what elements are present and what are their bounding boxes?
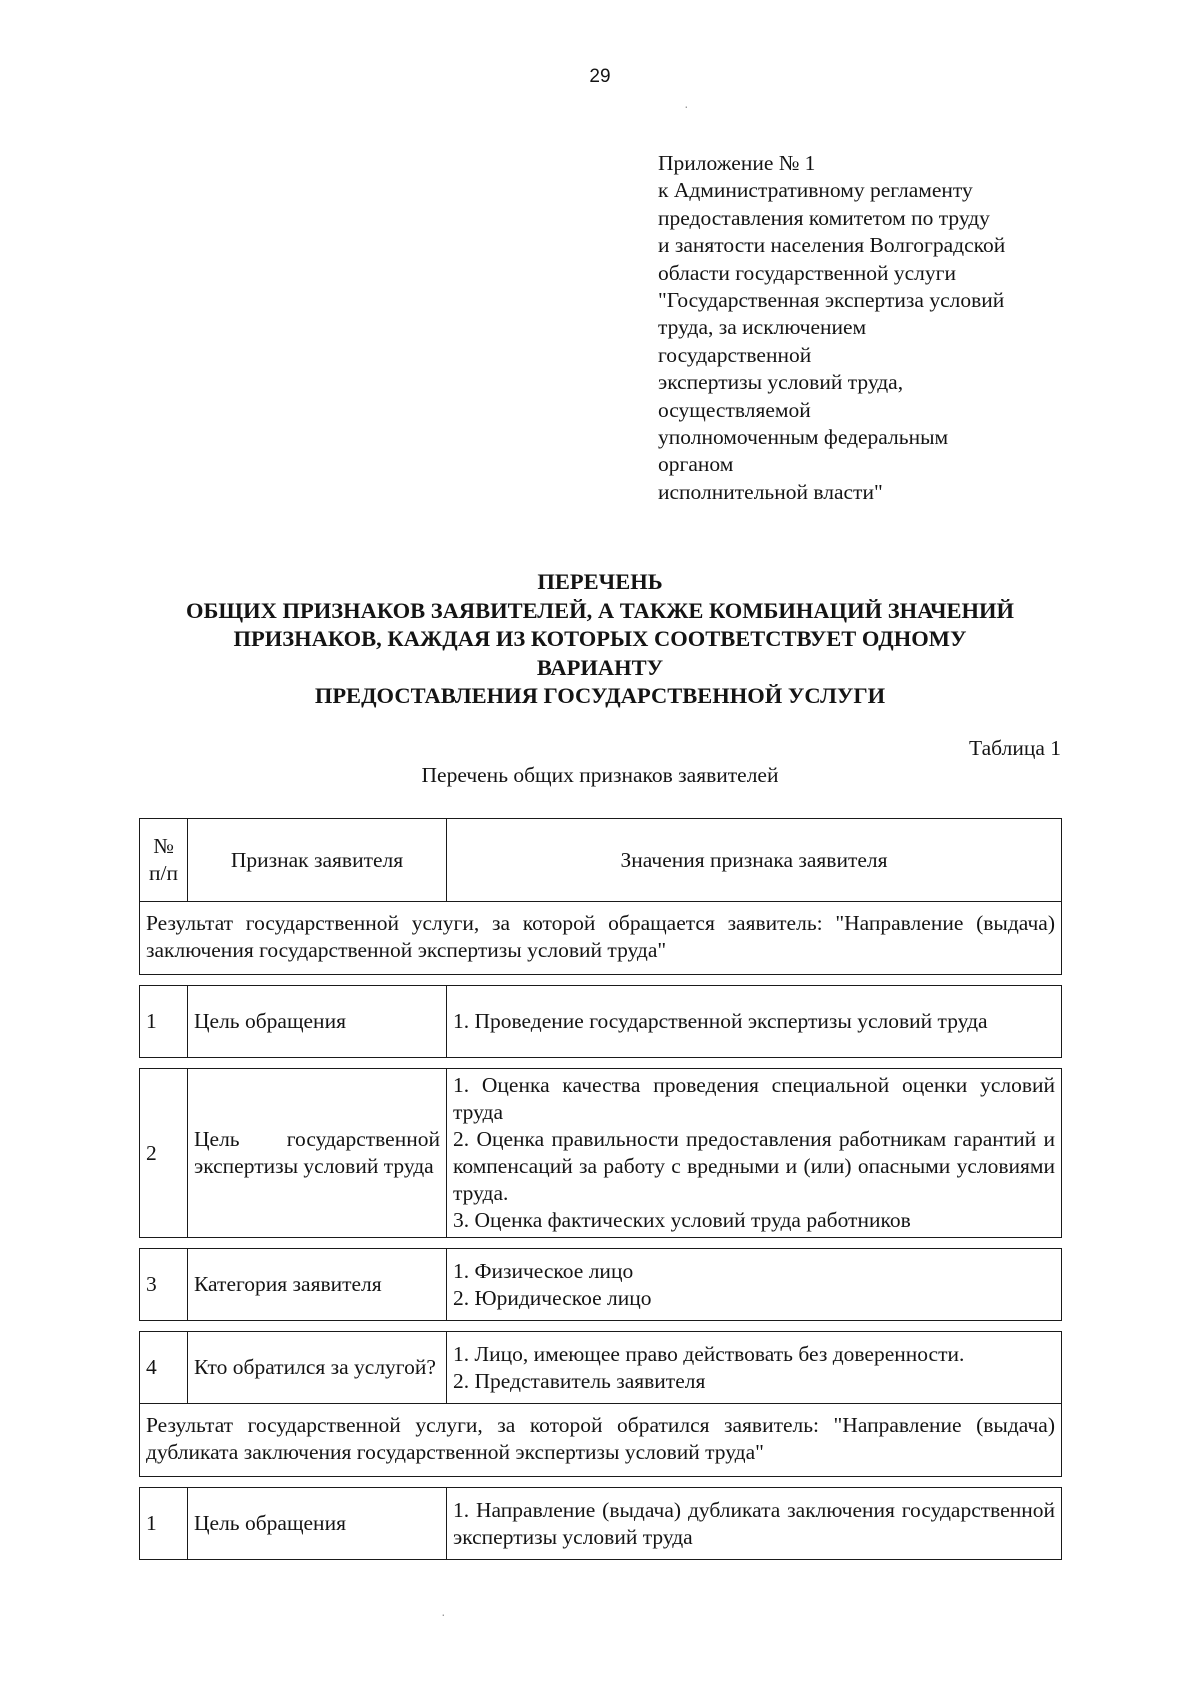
appendix-line: к Административному регламенту <box>658 178 973 203</box>
section-title: Результат государственной услуги, за которой обратился заявитель: "Направление (выдача) дубликата заключения государственной экспертизы условий труда" <box>140 1404 1062 1477</box>
row-values <box>447 1249 1062 1321</box>
row-values <box>447 986 1062 1058</box>
row-attribute: Категория заявителя <box>188 1249 447 1321</box>
spacer-cell <box>140 1321 1062 1332</box>
row-value: 2. Представитель заявителя <box>453 1368 706 1393</box>
header-num <box>140 819 188 902</box>
table-row <box>140 1332 1062 1404</box>
section-title: Результат государственной услуги, за которой обращается заявитель: "Направление (выдача) заключения государственной экспертизы условий труда" <box>140 902 1062 975</box>
row-num: 1 <box>140 986 188 1058</box>
row-num: 2 <box>140 1069 188 1238</box>
row-value: 1. Оценка качества проведения специальной оценки условий труда <box>453 1073 1055 1124</box>
scan-speck: · <box>441 1606 446 1622</box>
spacer-cell <box>140 1058 1062 1069</box>
title-line: ВАРИАНТУ <box>536 654 664 680</box>
title-line: ПРИЗНАКОВ, КАЖДАЯ ИЗ КОТОРЫХ СООТВЕТСТВУЕТ ОДНОМУ <box>233 626 967 651</box>
table-row <box>140 1069 1062 1238</box>
appendix-line: уполномоченным федеральным <box>658 425 949 450</box>
row-values <box>447 1332 1062 1404</box>
table-number-label: Таблица 1 <box>969 736 1061 760</box>
title-line: ПРЕДОСТАВЛЕНИЯ ГОСУДАРСТВЕННОЙ УСЛУГИ <box>314 683 886 708</box>
appendix-line: осуществляемой <box>658 397 811 422</box>
row-value: 2. Оценка правильности предоставления работникам гарантий и компенсаций за работу с вредными и (или) опасными условиями труда. <box>453 1127 1055 1205</box>
row-values <box>447 1488 1062 1560</box>
document-title <box>100 568 1100 711</box>
table-row <box>140 986 1062 1058</box>
header-num-line: № <box>153 834 174 858</box>
row-value: 2. Юридическое лицо <box>453 1285 652 1310</box>
header-num-line: п/п <box>149 861 178 885</box>
spacer-cell <box>140 1238 1062 1249</box>
appendix-line: области государственной услуги <box>658 260 956 285</box>
appendix-line: органом <box>658 452 734 477</box>
row-values <box>447 1069 1062 1238</box>
row-value: 1. Направление (выдача) дубликата заключения государственной экспертизы условий труда <box>453 1497 1055 1549</box>
appendix-line: экспертизы условий труда, <box>658 370 904 395</box>
appendix-line: предоставления комитетом по труду <box>658 205 990 230</box>
row-num: 4 <box>140 1332 188 1404</box>
spacer-row <box>140 1058 1062 1069</box>
appendix-line: и занятости населения Волгоградской <box>658 233 1006 258</box>
appendix-line: труда, за исключением <box>658 315 867 340</box>
spacer-row <box>140 1238 1062 1249</box>
table-row <box>140 1249 1062 1321</box>
spacer-row <box>140 1321 1062 1332</box>
table-row <box>140 1488 1062 1560</box>
appendix-line: государственной <box>658 342 812 367</box>
appendix-line: Приложение № 1 <box>658 151 816 175</box>
row-value: 3. Оценка фактических условий труда работников <box>453 1208 911 1232</box>
header-attribute: Признак заявителя <box>188 819 447 902</box>
applicant-attributes-table <box>139 818 1062 1560</box>
section-row <box>140 902 1062 975</box>
appendix-note <box>658 150 1098 506</box>
row-value: 1. Лицо, имеющее право действовать без доверенности. <box>453 1341 965 1366</box>
row-attribute: Цель обращения <box>188 986 447 1058</box>
appendix-line: "Государственная экспертиза условий <box>658 288 1005 313</box>
row-value: 1. Физическое лицо <box>453 1258 634 1283</box>
spacer-row <box>140 1477 1062 1488</box>
row-attribute: Цель обращения <box>188 1488 447 1560</box>
title-line: ОБЩИХ ПРИЗНАКОВ ЗАЯВИТЕЛЕЙ, А ТАКЖЕ КОМБИНАЦИЙ ЗНАЧЕНИЙ <box>185 597 1015 623</box>
table-header-row <box>140 819 1062 902</box>
row-attribute: Кто обратился за услугой? <box>188 1332 447 1404</box>
spacer-cell <box>140 1477 1062 1488</box>
appendix-line: исполнительной власти" <box>658 479 883 504</box>
page-number: 29 <box>589 66 611 87</box>
row-num: 1 <box>140 1488 188 1560</box>
header-values: Значения признака заявителя <box>447 819 1062 902</box>
section-row <box>140 1404 1062 1477</box>
table-caption: Перечень общих признаков заявителей <box>421 763 779 787</box>
scan-speck: · <box>684 98 689 114</box>
spacer-row <box>140 975 1062 986</box>
spacer-cell <box>140 975 1062 986</box>
row-num: 3 <box>140 1249 188 1321</box>
row-attribute: Цель государственной экспертизы условий труда <box>188 1069 447 1238</box>
row-value: 1. Проведение государственной экспертизы условий труда <box>453 1009 988 1033</box>
title-line: ПЕРЕЧЕНЬ <box>537 569 663 594</box>
